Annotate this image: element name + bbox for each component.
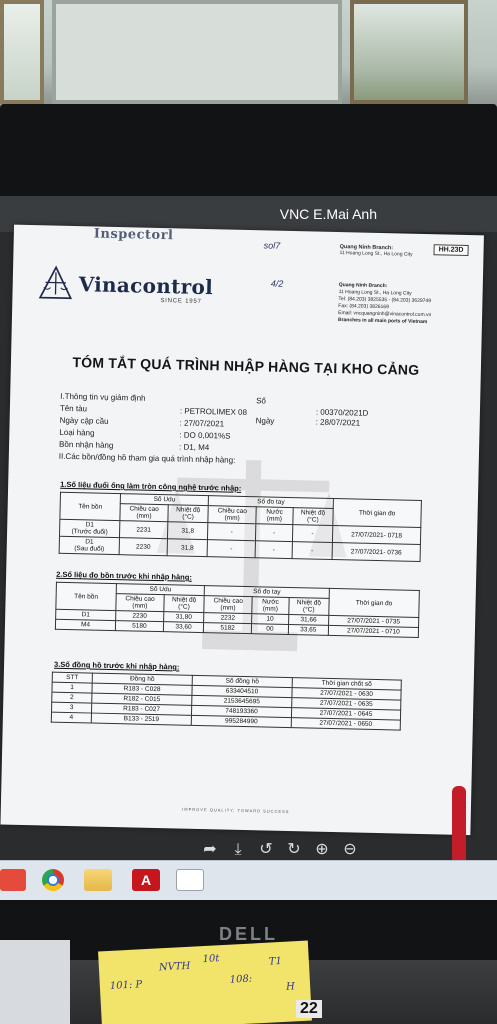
so-value: : 00370/2021D: [315, 407, 369, 418]
col-so-do-tay: Số đo tay: [204, 586, 329, 599]
cell-thoi-gian: 27/07/2021 - 0710: [328, 625, 418, 637]
cell-ten: M4: [55, 619, 115, 630]
so-label: Số: [256, 396, 267, 406]
share-icon[interactable]: ➦: [203, 841, 217, 858]
cell-chieu-cao-tay: -: [207, 540, 255, 558]
col-nhiet-do-tay: Nhiệt độ (°C): [289, 597, 330, 615]
logo-word: Vinacontrol: [78, 272, 214, 300]
section1-heading: I.Thông tin vụ giám định: [60, 391, 146, 403]
col-nhiet-do: Nhiệt độ (°C): [168, 505, 209, 523]
taskbar-app-icon[interactable]: [0, 869, 26, 891]
info-value: : D1, M4: [178, 442, 210, 453]
cell-dong-ho: R183 - C028: [92, 683, 192, 695]
window-left: [0, 0, 44, 104]
col-so-udu: Số Udu: [120, 494, 208, 506]
sticky-note: [98, 941, 312, 1024]
branch-email: Email: vncquangninh@vinacontrol.com.vn: [338, 310, 432, 319]
cell-ten: [59, 536, 119, 554]
col-nhiet-do: Nhiệt độ (°C): [164, 595, 205, 613]
info-key: Tên tàu: [59, 403, 88, 414]
cell-nuoc: -: [256, 524, 293, 542]
cell-stt: 2: [52, 692, 92, 703]
cell-chieu-cao-tay: -: [208, 523, 256, 541]
cell-thoi-gian: 27/07/2021- 0736: [332, 542, 420, 561]
footer-slogan: IMPROVE QUALITY, TOWARD SUCCESS: [182, 806, 290, 815]
cell-so-dong-ho: 633404510: [192, 685, 292, 697]
cell-dong-ho: B133 - 2519: [91, 713, 191, 725]
cell-thoi-gian: 27/07/2021 - 0645: [291, 708, 400, 720]
zoom-out-icon[interactable]: ⊖: [343, 841, 357, 858]
sticky-text: H: [285, 981, 296, 993]
room-background: [0, 0, 497, 110]
info-value: : PETROLIMEX 08: [179, 406, 248, 418]
cell-dong-ho: R183 - C027: [92, 703, 192, 715]
branch-contact: [338, 282, 479, 327]
cell-so-dong-ho: 995284990: [191, 715, 291, 727]
scale-logo-icon: [38, 265, 73, 300]
col-ten-bon: Tên bồn: [60, 492, 121, 520]
cell-nhiet-do-tay: -: [292, 542, 333, 560]
sticky-text: NVTH: [158, 960, 191, 974]
window-center: [52, 0, 342, 104]
info-key: Ngày cập cầu: [59, 415, 109, 426]
cell-chieu-cao: 2230: [119, 538, 167, 556]
info-value: : DO 0,001%S: [179, 430, 231, 441]
document-title: TÓM TẮT QUÁ TRÌNH NHẬP HÀNG TẠI KHO CẢNG: [72, 354, 420, 378]
cell-nuoc: 00: [251, 624, 288, 635]
ngay-value: : 28/07/2021: [315, 417, 361, 428]
signature-1: sol7: [263, 240, 281, 251]
cell-chieu-cao-tay: 2232: [204, 613, 252, 624]
cell-dong-ho: R182 - C015: [92, 693, 192, 705]
section2-heading: II.Các bồn/đồng hồ tham gia quá trình nhập hàng:: [58, 451, 236, 465]
viewer-title: VNC E.Mai Anh: [279, 206, 377, 222]
document-number-date: [256, 396, 407, 429]
col-nuoc: Nước (mm): [256, 507, 293, 525]
zoom-in-icon[interactable]: ⊕: [315, 841, 329, 858]
subsection-3-heading: 3.Số đồng hồ trước khi nhập hàng:: [53, 659, 180, 672]
cell-nhiet-do-tay: 33,65: [288, 624, 328, 635]
cell-nhiet-do: 31,8: [167, 539, 208, 557]
cell-thoi-gian: 27/07/2021 - 0630: [292, 688, 401, 700]
cell-ten-text: D1: [85, 538, 94, 546]
vinacontrol-logo: [38, 265, 219, 311]
cell-nhiet-do: 33,60: [163, 622, 203, 633]
document-icon[interactable]: [176, 869, 204, 891]
cell-so-dong-ho: 748193360: [191, 705, 291, 717]
cell-stt: 1: [52, 682, 92, 693]
cell-ten-note: (Trước đuổi): [71, 528, 108, 536]
col-chieu-cao-tay: Chiều cao (mm): [204, 596, 252, 614]
col-chieu-cao-tay: Chiều cao (mm): [208, 506, 256, 524]
sticky-text: T1: [268, 955, 283, 968]
ngay-label: Ngày: [255, 416, 275, 426]
cell-stt: 4: [51, 712, 91, 723]
col-thoi-gian-chot: Thời gian chốt số: [292, 678, 401, 690]
cell-nhiet-do-tay: -: [292, 525, 333, 543]
col-ten-bon: Tên bồn: [56, 582, 117, 610]
pdf-reader-icon[interactable]: A: [132, 869, 160, 891]
sticky-text: 101: P: [109, 979, 143, 992]
download-icon[interactable]: ⤓: [234, 841, 242, 858]
branch-name: Quang Ninh Branch:: [338, 282, 388, 290]
col-nhiet-do-tay: Nhiệt độ (°C): [293, 508, 334, 526]
info-value: : 27/07/2021: [179, 418, 225, 429]
table-pipe-flush: [59, 492, 422, 562]
cell-so-dong-ho: 2153645695: [192, 695, 292, 707]
col-so-dong-ho: Số đồng hồ: [192, 675, 292, 687]
subsection-1-heading: 1.Số liệu đuổi ống làm tròn công nghệ trước nhập:: [60, 479, 242, 493]
table-meters: [51, 672, 402, 731]
signature-2: 4/2: [270, 278, 284, 289]
cell-thoi-gian: 27/07/2021 - 0650: [291, 718, 400, 730]
cell-ten: [60, 519, 120, 537]
table-tank-before: [55, 582, 420, 638]
branch-fax: Fax: (84.203) 3826169: [338, 303, 389, 311]
window-right: [350, 0, 468, 104]
col-chieu-cao: Chiều cao (mm): [120, 504, 168, 522]
cell-nhiet-do: 31,8: [167, 522, 208, 540]
col-so-do-tay: Số đo tay: [208, 496, 333, 509]
cell-nuoc: -: [255, 541, 292, 559]
subsection-2-heading: 2.Số liệu đo bồn trước khi nhập hàng:: [56, 569, 192, 582]
col-thoi-gian: Thời gian đo: [329, 588, 420, 617]
branch-note: Branches in all main ports of Vietnam: [337, 317, 428, 326]
document-code-box: HH.23D: [433, 244, 468, 256]
info-key: Bồn nhận hàng: [58, 439, 114, 450]
col-chieu-cao: Chiều cao (mm): [116, 594, 164, 612]
branch-address: 11 Hoang Long St., Ha Long City: [338, 289, 412, 297]
col-stt: STT: [52, 672, 92, 683]
cell-ten: D1: [56, 609, 116, 620]
cell-thoi-gian: 27/07/2021 - 0735: [329, 615, 419, 627]
rotate-left-icon[interactable]: ↺: [259, 841, 273, 858]
cell-nuoc: 10: [252, 614, 289, 625]
info-key: Loại hàng: [59, 427, 95, 438]
col-nuoc: Nước (mm): [252, 597, 289, 615]
cell-stt: 3: [52, 702, 92, 713]
col-thoi-gian: Thời gian đo: [333, 498, 422, 527]
rotate-right-icon[interactable]: ↻: [287, 841, 301, 858]
desk-paper: [0, 940, 70, 1024]
dell-logo: DELL: [219, 924, 278, 944]
document-photo: [0, 225, 483, 836]
cell-nhiet-do-tay: 31,66: [288, 614, 328, 625]
cell-chieu-cao: 2230: [116, 611, 164, 622]
screen: [0, 196, 497, 900]
cell-chieu-cao: 2231: [119, 521, 167, 539]
cell-nhiet-do: 31,80: [164, 612, 204, 623]
sticky-text: 108:: [229, 973, 253, 986]
cell-chieu-cao-tay: 5182: [204, 623, 252, 634]
folder-icon[interactable]: [84, 869, 112, 891]
cell-ten-note: (Sau đuổi): [74, 545, 105, 553]
browser-icon[interactable]: [42, 869, 64, 891]
cell-thoi-gian: 27/07/2021 - 0635: [292, 698, 401, 710]
branch-header-title: Quang Ninh Branch:: [339, 244, 394, 252]
cell-thoi-gian: 27/07/2021- 0718: [332, 525, 420, 544]
taskbar: [0, 860, 497, 900]
stamp-text: Inspectorl: [93, 226, 174, 244]
cell-chieu-cao: 5180: [115, 621, 163, 632]
branch-header-address: 11 Hoang Long St., Ha Long City: [339, 250, 413, 258]
col-dong-ho: Đồng hồ: [92, 673, 192, 685]
desk-number: 22: [296, 1000, 322, 1018]
branch-tel: Tel: (84.203) 3825535 - (84.203) 3629749: [338, 296, 432, 305]
col-so-udu: Số Udu: [116, 584, 204, 596]
cell-ten-text: D1: [85, 521, 95, 529]
sticky-text: 10t: [202, 953, 220, 966]
logo-since: SINCE 1957: [160, 298, 202, 305]
